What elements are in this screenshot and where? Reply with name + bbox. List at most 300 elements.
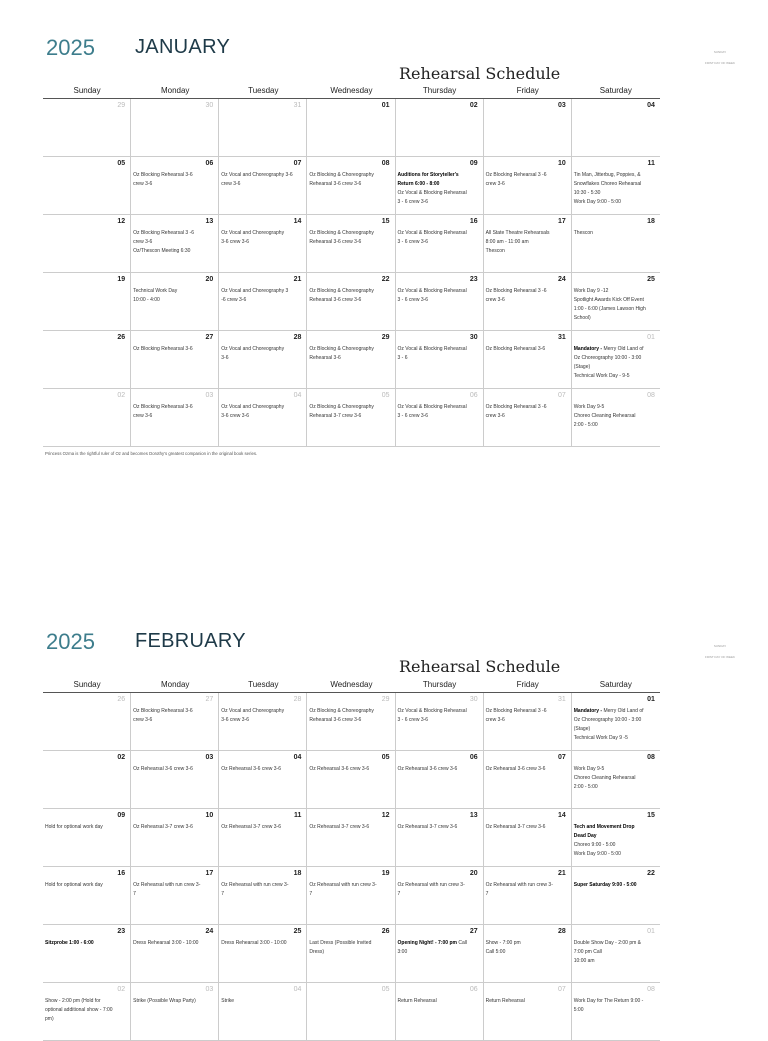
day-cell[interactable] bbox=[396, 867, 484, 924]
day-number: 27 bbox=[205, 696, 214, 703]
event-line: Oz Blocking Rehearsal 3 -6 bbox=[485, 404, 547, 410]
day-number: 02 bbox=[117, 392, 126, 399]
event-line: -6 crew 3-6 bbox=[221, 297, 247, 303]
event-line: Oz Blocking & Choreography bbox=[309, 288, 374, 294]
event-line: 7:00 pm Call bbox=[573, 949, 602, 955]
day-cell[interactable] bbox=[43, 867, 131, 924]
day-cell[interactable] bbox=[219, 751, 307, 808]
event-line: Hold for optional work day bbox=[45, 824, 103, 830]
day-number: 12 bbox=[381, 812, 390, 819]
day-events bbox=[221, 707, 304, 725]
day-number: 08 bbox=[647, 754, 655, 761]
day-events bbox=[133, 881, 216, 899]
week-row bbox=[43, 809, 660, 867]
day-cell[interactable] bbox=[219, 809, 307, 866]
event-line: Oz Blocking & Choreography bbox=[309, 708, 374, 714]
day-number: 03 bbox=[205, 754, 214, 761]
day-events bbox=[309, 707, 392, 725]
day-cell[interactable] bbox=[572, 925, 660, 982]
event-line: Oz Rehearsal 3-7 crew 3-6 bbox=[133, 824, 193, 830]
day-number: 07 bbox=[557, 986, 566, 993]
weekday-wednesday: Wednesday bbox=[330, 86, 373, 95]
event-line: Oz Blocking Rehearsal 3 -6 bbox=[485, 172, 547, 178]
event-line: 7 bbox=[309, 891, 313, 897]
event-line: Oz/Thescon Meeting 6:30 bbox=[133, 248, 191, 254]
day-number: 17 bbox=[557, 218, 566, 225]
event-line: Oz Vocal & Blocking Rehearsal bbox=[397, 346, 467, 352]
bold-event: Opening Night! - 7:00 pm bbox=[397, 940, 457, 946]
bold-event: Auditions for Storyteller's bbox=[397, 172, 459, 178]
event-line: Oz Rehearsal 3-7 crew 3-6 bbox=[221, 824, 281, 830]
year-label: 2025 bbox=[46, 35, 95, 60]
day-events bbox=[486, 707, 569, 725]
day-number: 20 bbox=[469, 870, 478, 877]
event-line: crew 3-6 bbox=[133, 413, 153, 419]
footnote: Princess Ozma is the rightful ruler of Oz and becomes Dorothy's greatest companion in the original book series. bbox=[45, 451, 258, 456]
day-number: 07 bbox=[557, 392, 566, 399]
event-line: Tin Man, Jitterbug, Poppies, & bbox=[573, 172, 641, 178]
day-cell[interactable] bbox=[131, 751, 219, 808]
day-cell[interactable] bbox=[307, 867, 395, 924]
day-cell[interactable] bbox=[131, 867, 219, 924]
day-cell[interactable] bbox=[219, 983, 307, 1040]
day-number: 05 bbox=[381, 754, 390, 761]
event-line: crew 3-6 bbox=[485, 717, 505, 723]
event-line: Rehearsal 3-6 crew 3-6 bbox=[309, 181, 362, 187]
day-number: 14 bbox=[293, 218, 302, 225]
day-number: 03 bbox=[557, 102, 566, 109]
weekday-saturday: Saturday bbox=[599, 86, 632, 95]
event-line: 3 - 6 crew 3-6 bbox=[397, 717, 429, 723]
day-cell[interactable] bbox=[484, 867, 572, 924]
calendar-grid bbox=[43, 680, 660, 1041]
day-cell[interactable] bbox=[131, 925, 219, 982]
day-events bbox=[398, 939, 481, 957]
event-line: 8:00 am - 11:00 am bbox=[485, 239, 529, 245]
event-line: 7 bbox=[133, 891, 136, 897]
event-line: Dress) bbox=[309, 949, 325, 955]
event-line: Oz Blocking & Choreography bbox=[309, 404, 374, 410]
side-label: SUNDAY bbox=[713, 50, 727, 54]
event-line: School) bbox=[573, 315, 591, 321]
day-cell[interactable] bbox=[484, 983, 572, 1040]
event-line: Oz Vocal and Choreography 3-6 crew 3-6 bbox=[221, 172, 293, 187]
day-cell[interactable] bbox=[396, 925, 484, 982]
calendar-weeks bbox=[43, 693, 660, 1041]
event-line: Oz Vocal and Choreography bbox=[221, 708, 285, 714]
day-cell[interactable] bbox=[572, 693, 660, 750]
day-cell[interactable] bbox=[43, 809, 131, 866]
day-number: 04 bbox=[293, 754, 302, 761]
day-cell[interactable] bbox=[307, 751, 395, 808]
day-cell[interactable] bbox=[307, 983, 395, 1040]
day-events bbox=[133, 997, 216, 1006]
day-cell[interactable] bbox=[131, 983, 219, 1040]
day-cell[interactable] bbox=[131, 693, 219, 750]
event-line: crew 3-6 bbox=[133, 239, 153, 245]
day-number: 06 bbox=[469, 986, 478, 993]
weekday-tuesday: Tuesday bbox=[248, 86, 279, 95]
event-line: Oz Vocal and Choreography 3 bbox=[221, 288, 289, 294]
day-events bbox=[221, 939, 304, 948]
event-line: Call bbox=[458, 940, 467, 946]
day-cell[interactable] bbox=[307, 693, 395, 750]
event-line: Rehearsal 3-7 crew 3-6 bbox=[309, 413, 362, 419]
day-events bbox=[398, 765, 481, 774]
day-number: 02 bbox=[117, 986, 126, 993]
event-line: Oz Rehearsal 3-6 crew 3-6 bbox=[397, 766, 458, 772]
day-events bbox=[574, 881, 658, 890]
day-number: 21 bbox=[293, 276, 302, 283]
day-number: 02 bbox=[117, 754, 126, 761]
event-line: Oz Rehearsal with run crew 3- bbox=[221, 882, 289, 888]
day-number: 09 bbox=[117, 812, 126, 819]
event-line: Oz Rehearsal 3-6 crew 3-6 bbox=[485, 766, 546, 772]
day-number: 04 bbox=[293, 392, 302, 399]
weekday-header bbox=[43, 680, 660, 693]
bold-event: Super Saturday 9:00 - 5:00 bbox=[573, 882, 637, 888]
day-cell[interactable] bbox=[307, 925, 395, 982]
day-number: 10 bbox=[205, 812, 214, 819]
day-cell[interactable] bbox=[131, 809, 219, 866]
day-number: 13 bbox=[469, 812, 478, 819]
day-number: 05 bbox=[117, 160, 126, 167]
week-row bbox=[43, 867, 660, 925]
day-cell[interactable] bbox=[396, 983, 484, 1040]
month-title: JANUARY bbox=[135, 36, 231, 58]
weekday-monday: Monday bbox=[160, 680, 190, 689]
event-line: 1:00 - 6:00 (James Lawson High bbox=[573, 306, 646, 312]
day-number: 06 bbox=[205, 160, 214, 167]
event-line: Dress Rehearsal 3:00 - 10:00 bbox=[221, 940, 287, 946]
day-number: 26 bbox=[381, 928, 390, 935]
event-line: Oz Choreography 10:00 - 3:00 bbox=[573, 717, 642, 723]
day-events bbox=[221, 997, 304, 1006]
event-line: Rehearsal 3-6 crew 3-6 bbox=[309, 717, 362, 723]
event-line: 3:00 bbox=[397, 949, 408, 955]
event-line: 10:30 - 5:30 bbox=[573, 190, 601, 196]
event-line: Hold for optional work day bbox=[45, 882, 103, 888]
day-cell[interactable] bbox=[219, 693, 307, 750]
event-line: crew 3-6 bbox=[485, 181, 505, 187]
event-line: Oz Choreography 10:00 - 3:00 bbox=[573, 355, 642, 361]
bold-event: Mandatory - bbox=[573, 346, 603, 352]
day-number: 15 bbox=[381, 218, 390, 225]
week-row bbox=[43, 751, 660, 809]
day-cell[interactable] bbox=[396, 751, 484, 808]
event-line: pm) bbox=[45, 1016, 54, 1022]
schedule-title: Rehearsal Schedule bbox=[399, 657, 561, 676]
event-line: Rehearsal 3-6 crew 3-6 bbox=[309, 297, 362, 303]
event-line: 5:00 bbox=[573, 1007, 584, 1013]
day-events bbox=[574, 765, 658, 792]
day-events bbox=[574, 997, 658, 1015]
day-number: 27 bbox=[205, 334, 214, 341]
day-cell[interactable] bbox=[43, 983, 131, 1040]
day-events bbox=[486, 823, 569, 832]
day-number: 18 bbox=[293, 870, 302, 877]
event-line: Oz Blocking Rehearsal 3-6 bbox=[133, 404, 193, 410]
day-number: 07 bbox=[557, 754, 566, 761]
day-number: 26 bbox=[117, 334, 126, 341]
event-line: Oz Vocal & Blocking Rehearsal bbox=[397, 190, 467, 196]
day-number: 12 bbox=[117, 218, 126, 225]
day-number: 22 bbox=[647, 870, 655, 877]
day-number: 11 bbox=[293, 812, 302, 819]
event-line: Show - 2:00 pm (Hold for bbox=[45, 998, 101, 1004]
day-cell[interactable] bbox=[396, 693, 484, 750]
day-events bbox=[221, 823, 304, 832]
day-number: 09 bbox=[469, 160, 478, 167]
day-cell[interactable] bbox=[307, 809, 395, 866]
event-line: Choreo 9:00 - 5:00 bbox=[573, 842, 616, 848]
event-line: Oz Vocal & Blocking Rehearsal bbox=[397, 288, 467, 294]
day-events bbox=[133, 939, 216, 948]
day-number: 29 bbox=[117, 102, 126, 109]
event-line: Dress Rehearsal 3:00 - 10:00 bbox=[133, 940, 199, 946]
event-line: crew 3-6 bbox=[485, 297, 505, 303]
event-line: Strike (Possible Wrap Party) bbox=[133, 998, 196, 1004]
event-line: 3-6 crew 3-6 bbox=[221, 413, 250, 419]
event-line: 2:00 - 5:00 bbox=[573, 784, 598, 790]
event-line: Oz Vocal and Choreography bbox=[221, 230, 285, 236]
day-cell[interactable] bbox=[484, 809, 572, 866]
day-number: 29 bbox=[381, 334, 390, 341]
event-line: 7 bbox=[397, 891, 401, 897]
day-cell[interactable] bbox=[43, 693, 131, 750]
weekday-wednesday: Wednesday bbox=[330, 680, 373, 689]
day-number: 28 bbox=[293, 696, 302, 703]
event-line: Strike bbox=[221, 998, 235, 1004]
day-number: 31 bbox=[293, 102, 302, 109]
event-line: Oz Rehearsal 3-7 crew 3-6 bbox=[309, 824, 370, 830]
day-events bbox=[133, 765, 216, 774]
day-events bbox=[486, 997, 569, 1006]
day-number: 04 bbox=[293, 986, 302, 993]
day-number: 24 bbox=[557, 276, 566, 283]
day-events bbox=[309, 765, 392, 774]
event-line: crew 3-6 bbox=[133, 181, 153, 187]
event-line: Oz Rehearsal 3-7 crew 3-6 bbox=[485, 824, 546, 830]
event-line: 3-6 bbox=[221, 355, 229, 361]
day-number: 23 bbox=[469, 276, 478, 283]
event-line: Oz Rehearsal with run crew 3- bbox=[133, 882, 201, 888]
event-line: Rehearsal 3-6 bbox=[309, 355, 341, 361]
bold-event: Dead Day bbox=[573, 833, 597, 839]
day-number: 03 bbox=[205, 392, 214, 399]
day-events bbox=[45, 939, 128, 948]
side-label: SUNDAY bbox=[713, 644, 727, 648]
event-line: Return Rehearsal bbox=[485, 998, 525, 1004]
event-line: (Stage) bbox=[573, 726, 591, 732]
day-number: 28 bbox=[293, 334, 302, 341]
event-line: optional additional show - 7:00 bbox=[45, 1007, 113, 1013]
day-cell[interactable] bbox=[572, 983, 660, 1040]
day-number: 21 bbox=[557, 870, 566, 877]
day-cell[interactable] bbox=[219, 925, 307, 982]
event-line: Oz Blocking Rehearsal 3-6 bbox=[133, 172, 193, 178]
event-line: Call 5:00 bbox=[485, 949, 506, 955]
event-line: Return Rehearsal bbox=[397, 998, 437, 1004]
event-line: Spotlight Awards Kick Off Event bbox=[573, 297, 644, 303]
event-line: 7 bbox=[485, 891, 489, 897]
day-cell[interactable] bbox=[396, 809, 484, 866]
day-cell[interactable] bbox=[484, 925, 572, 982]
day-number: 28 bbox=[557, 928, 566, 935]
side-sublabel: FIRST DAY OF WEEK bbox=[704, 655, 735, 659]
day-events bbox=[486, 881, 569, 899]
day-number: 17 bbox=[205, 870, 214, 877]
day-cell[interactable] bbox=[219, 867, 307, 924]
event-line: 3 - 6 bbox=[397, 355, 408, 361]
day-events bbox=[486, 939, 569, 957]
weekday-thursday: Thursday bbox=[422, 86, 457, 95]
day-number: 31 bbox=[557, 334, 566, 341]
event-line: Work Day for The Return 9:00 - bbox=[573, 998, 644, 1004]
day-events bbox=[133, 823, 216, 832]
day-events bbox=[133, 707, 216, 725]
day-events bbox=[398, 997, 481, 1006]
day-number: 11 bbox=[647, 160, 655, 167]
event-line: Merry Old Land of bbox=[603, 708, 644, 714]
event-line: Thescon bbox=[573, 230, 593, 236]
day-cell[interactable] bbox=[572, 751, 660, 808]
day-number: 05 bbox=[381, 986, 390, 993]
day-number: 31 bbox=[557, 696, 566, 703]
event-line: Oz Blocking & Choreography bbox=[309, 230, 374, 236]
day-number: 30 bbox=[205, 102, 214, 109]
weekday-sunday: Sunday bbox=[73, 680, 101, 689]
event-line: Snowflakes Choreo Rehearsal bbox=[573, 181, 642, 187]
day-number: 30 bbox=[469, 696, 478, 703]
day-number: 01 bbox=[647, 696, 655, 703]
event-line: Oz Vocal and Choreography bbox=[221, 404, 285, 410]
day-events bbox=[309, 881, 392, 899]
day-events bbox=[309, 939, 392, 957]
event-line: Choreo Cleaning Rehearsal bbox=[573, 775, 636, 781]
event-line: Oz Blocking Rehearsal 3 -6 bbox=[133, 230, 194, 236]
day-cell[interactable] bbox=[484, 751, 572, 808]
day-events bbox=[45, 823, 128, 832]
event-line: Merry Old Land of bbox=[603, 346, 644, 352]
day-number: 06 bbox=[469, 392, 478, 399]
day-events bbox=[45, 881, 128, 890]
day-cell[interactable] bbox=[572, 867, 660, 924]
event-line: Work Day 9:00 - 5:00 bbox=[573, 851, 621, 857]
event-line: Oz Vocal & Blocking Rehearsal bbox=[397, 708, 467, 714]
bold-event: Mandatory - bbox=[573, 708, 603, 714]
event-line: 7 bbox=[221, 891, 225, 897]
day-events bbox=[221, 881, 304, 899]
day-cell[interactable] bbox=[43, 751, 131, 808]
day-number: 05 bbox=[381, 392, 390, 399]
event-line: crew 3-6 bbox=[485, 413, 505, 419]
event-line: 2:00 - 5:00 bbox=[573, 422, 598, 428]
day-number: 20 bbox=[205, 276, 214, 283]
day-events bbox=[221, 765, 304, 774]
day-number: 19 bbox=[117, 276, 126, 283]
event-line: Oz Blocking & Choreography bbox=[309, 346, 374, 352]
event-line: Oz Rehearsal 3-7 crew 3-6 bbox=[397, 824, 458, 830]
weekday-thursday: Thursday bbox=[422, 680, 457, 689]
weekday-friday: Friday bbox=[516, 86, 539, 95]
week-row bbox=[43, 693, 660, 751]
event-line: crew 3-6 bbox=[133, 717, 153, 723]
day-number: 26 bbox=[117, 696, 126, 703]
day-events bbox=[486, 765, 569, 774]
side-sublabel: FIRST DAY OF WEEK bbox=[704, 61, 735, 65]
event-line: Oz Vocal and Choreography bbox=[221, 346, 285, 352]
day-events bbox=[574, 707, 658, 743]
day-number: 08 bbox=[647, 986, 655, 993]
day-number: 30 bbox=[469, 334, 478, 341]
bold-event: Return 6:00 - 8:00 bbox=[397, 181, 440, 187]
year-label: 2025 bbox=[46, 629, 95, 654]
event-line: 10:00 am bbox=[573, 958, 595, 964]
day-number: 23 bbox=[117, 928, 126, 935]
weekday-saturday: Saturday bbox=[599, 680, 632, 689]
day-number: 22 bbox=[381, 276, 390, 283]
day-number: 18 bbox=[647, 218, 655, 225]
day-events bbox=[398, 881, 481, 899]
event-line: Work Day 9-5 bbox=[573, 404, 605, 410]
bold-event: Sitzprobe 1:00 - 6:00 bbox=[45, 940, 94, 946]
day-number: 08 bbox=[381, 160, 390, 167]
event-line: Oz Blocking Rehearsal 3-6 bbox=[485, 346, 546, 352]
day-cell[interactable] bbox=[572, 809, 660, 866]
day-cell[interactable] bbox=[484, 693, 572, 750]
event-line: Oz Blocking Rehearsal 3 -6 bbox=[485, 288, 547, 294]
event-line: Technical Work Day - 9-5 bbox=[573, 373, 630, 379]
day-number: 06 bbox=[469, 754, 478, 761]
event-line: Choreo Cleaning Rehearsal bbox=[573, 413, 636, 419]
bold-event: Tech and Movement Drop bbox=[573, 824, 635, 830]
day-events bbox=[398, 707, 481, 725]
day-events bbox=[574, 823, 658, 859]
day-number: 01 bbox=[647, 928, 655, 935]
day-number: 07 bbox=[293, 160, 302, 167]
day-number: 08 bbox=[647, 392, 655, 399]
event-line: 3 - 6 crew 3-6 bbox=[397, 199, 429, 205]
day-events bbox=[309, 823, 392, 832]
event-line: Oz Vocal & Blocking Rehearsal bbox=[397, 230, 467, 236]
day-number: 13 bbox=[205, 218, 214, 225]
event-line: 10:00 - 4:00 bbox=[133, 297, 160, 303]
event-line: Oz Blocking & Choreography bbox=[309, 172, 374, 178]
day-number: 04 bbox=[647, 102, 655, 109]
day-number: 16 bbox=[117, 870, 126, 877]
event-line: Show - 7:00 pm bbox=[485, 940, 521, 946]
day-number: 10 bbox=[557, 160, 566, 167]
month-title: FEBRUARY bbox=[135, 630, 246, 652]
day-number: 29 bbox=[381, 696, 390, 703]
day-cell[interactable] bbox=[43, 925, 131, 982]
day-number: 01 bbox=[647, 334, 655, 341]
event-line: Thescon bbox=[485, 248, 505, 254]
event-line: 3 - 6 crew 3-6 bbox=[397, 297, 429, 303]
event-line: 3 - 6 crew 3-6 bbox=[397, 239, 429, 245]
event-line: Technical Work Day 9 -5 bbox=[573, 735, 628, 741]
event-line: Oz Rehearsal with run crew 3- bbox=[309, 882, 377, 888]
day-number: 24 bbox=[205, 928, 214, 935]
day-events bbox=[574, 939, 658, 966]
day-number: 27 bbox=[469, 928, 478, 935]
event-line: 3-6 crew 3-6 bbox=[221, 239, 250, 245]
event-line: Oz Rehearsal 3-6 crew 3-6 bbox=[309, 766, 370, 772]
day-events bbox=[45, 997, 128, 1024]
day-number: 25 bbox=[647, 276, 655, 283]
event-line: 3 - 6 crew 3-6 bbox=[397, 413, 429, 419]
